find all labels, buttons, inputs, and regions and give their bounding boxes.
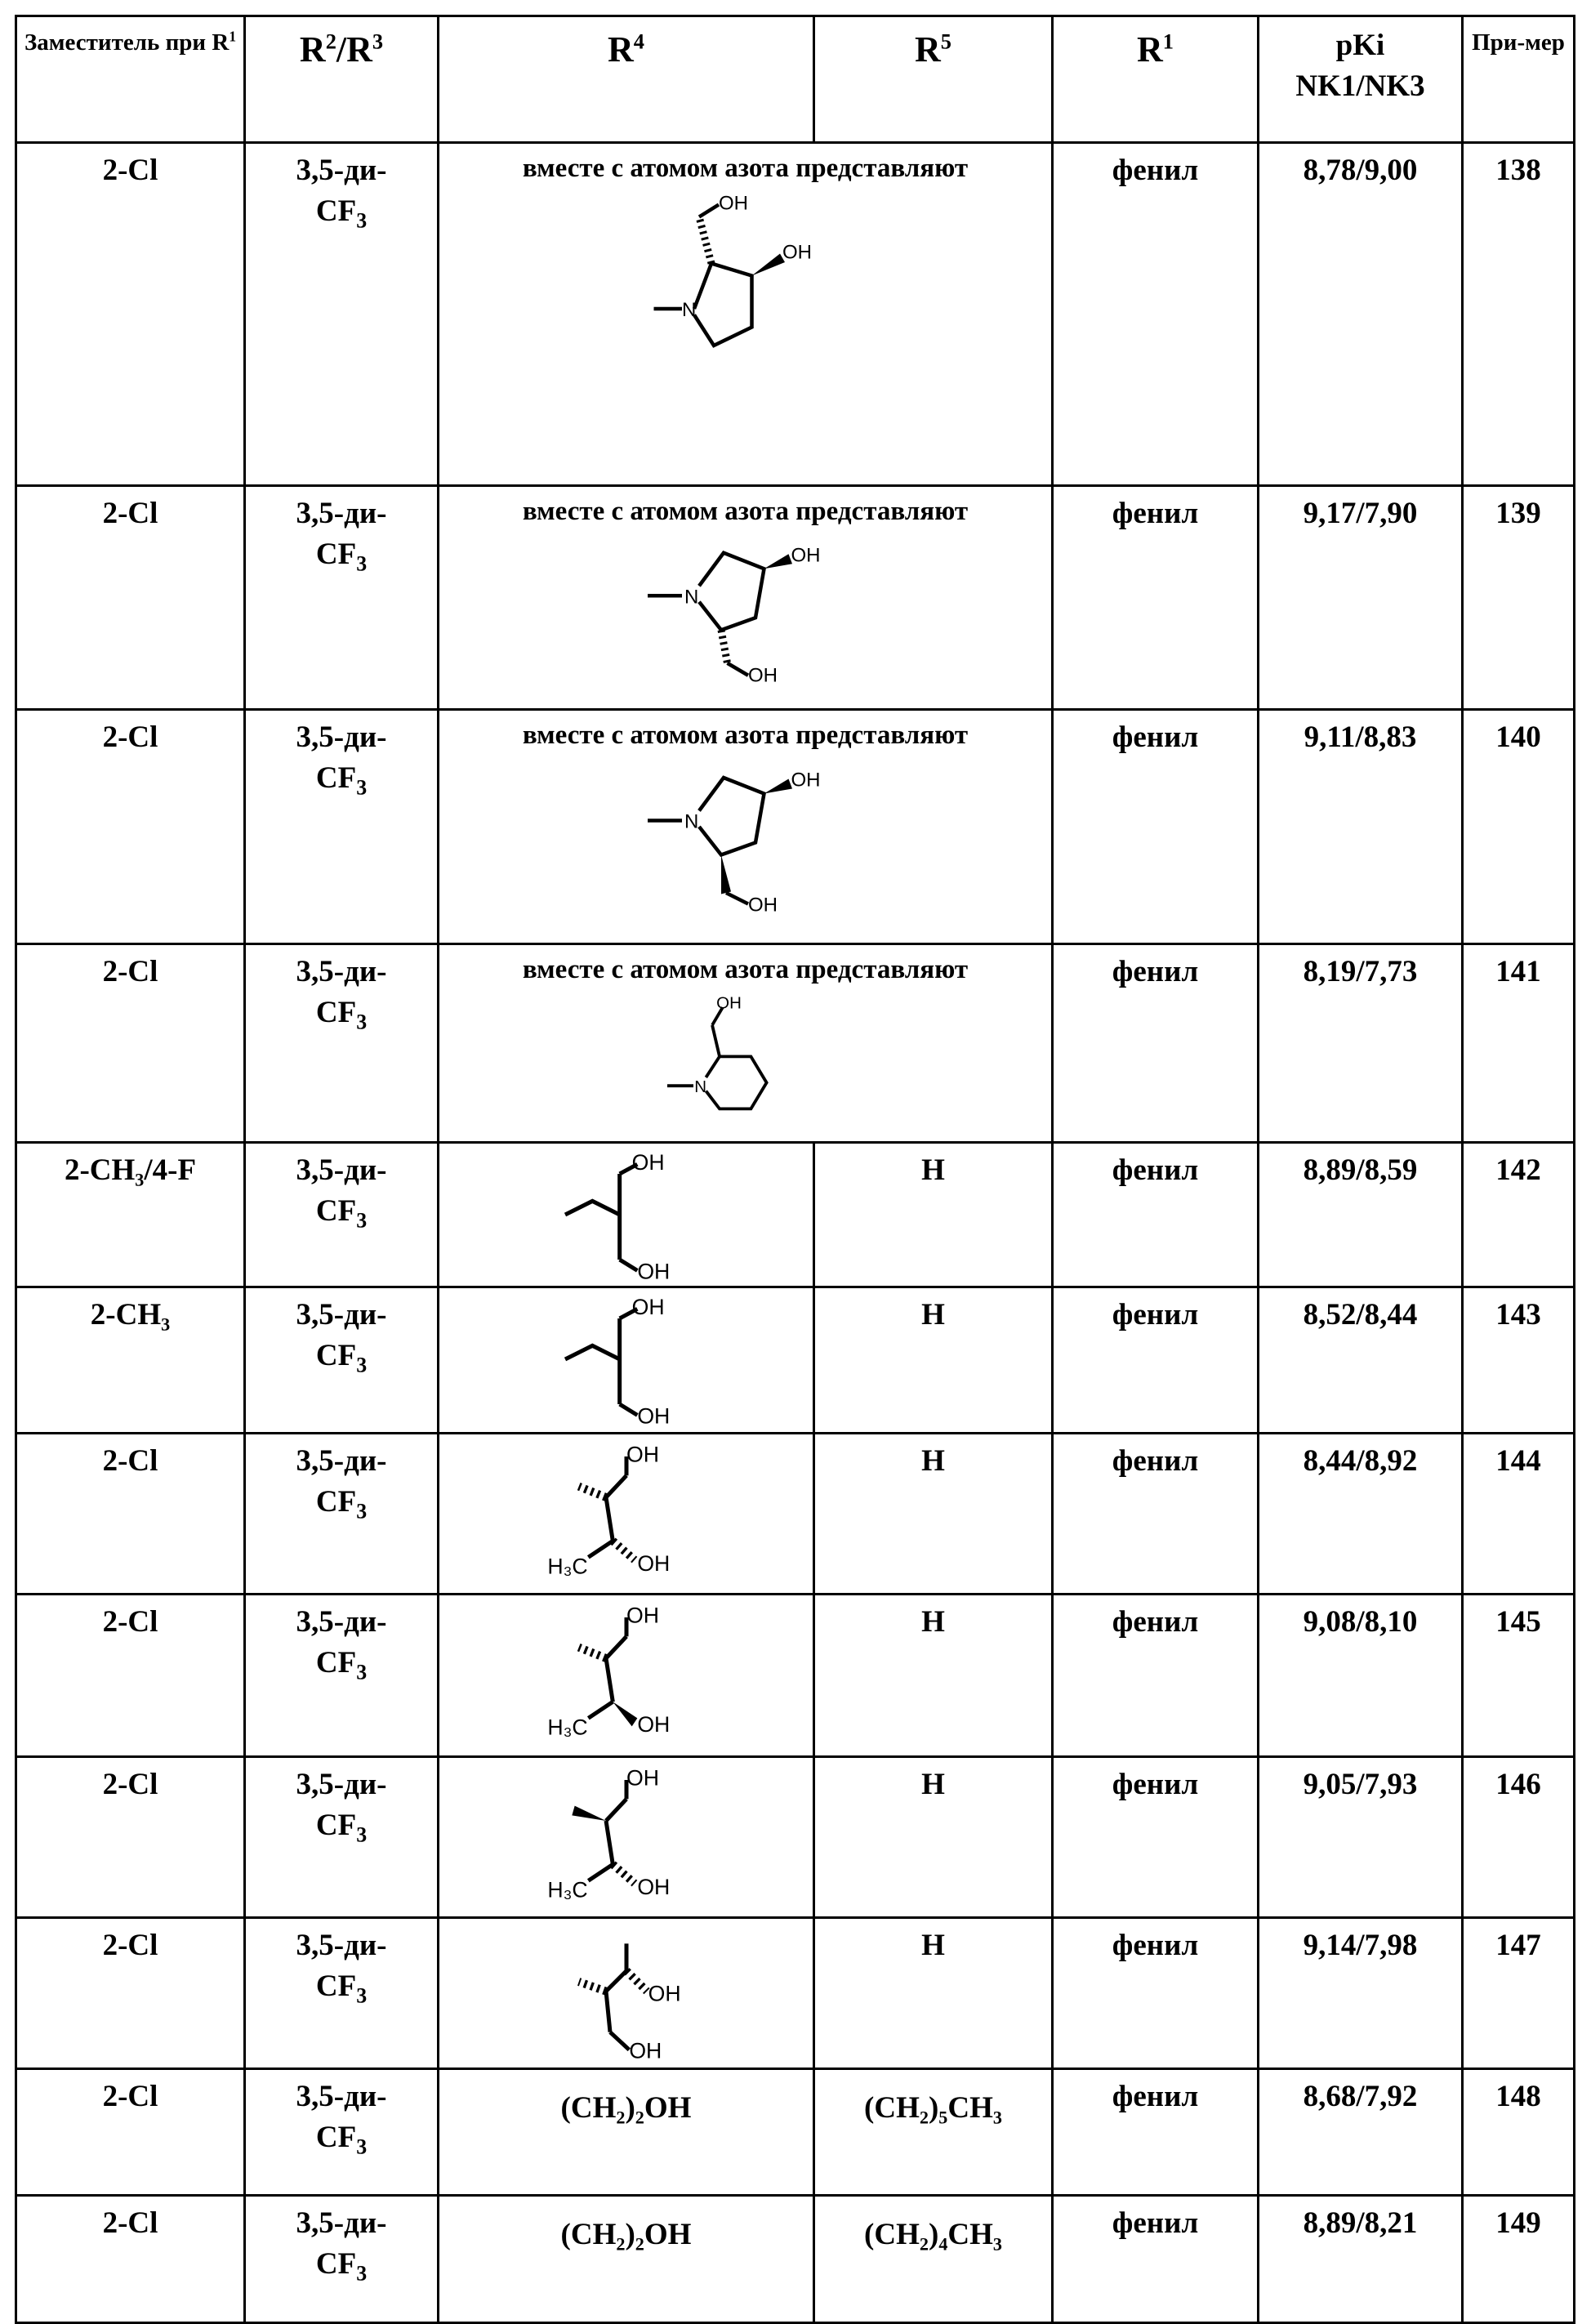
svg-text:OH: OH [748, 894, 778, 916]
table-row [16, 486, 1575, 710]
svg-text:OH: OH [719, 192, 748, 214]
svg-text:OH: OH [716, 993, 742, 1012]
cell-r2r3: 3,5-ди- CF3 [245, 1143, 439, 1287]
cell-r2r3: 3,5-ди- CF3 [245, 710, 439, 944]
cell-r5: H [814, 1287, 1053, 1434]
svg-text:OH: OH [626, 1768, 659, 1791]
cell-r1: фенил [1053, 1757, 1259, 1918]
header-pki: pKi NK1/NK3 [1259, 16, 1463, 143]
cell-pki: 8,19/7,73 [1259, 944, 1463, 1143]
svg-text:OH: OH [791, 544, 820, 566]
svg-text:OH: OH [791, 769, 820, 791]
structure-drawing [443, 1153, 809, 1284]
table-row [16, 2069, 1575, 2196]
structure-drawing [443, 1929, 809, 2068]
cell-substituent: 2-Cl [16, 2196, 245, 2323]
cell-r5: (CH₂)₅CH₃ [814, 2069, 1053, 2196]
header-row [16, 16, 1575, 143]
svg-text:OH: OH [748, 664, 778, 686]
cell-r4-r5-ring [439, 143, 1053, 486]
svg-text:OH: OH [626, 1605, 659, 1628]
cell-r5: H [814, 1143, 1053, 1287]
cell-r4 [439, 1757, 814, 1918]
together-with-nitrogen-text: вместе с атомом азота представляют [443, 493, 1048, 530]
cell-r1: фенил [1053, 143, 1259, 486]
svg-text:H₃C: H₃C [547, 1877, 587, 1902]
header-r4: R4 [439, 16, 814, 143]
cell-r2r3: 3,5-ди- CF3 [245, 1757, 439, 1918]
table-row [16, 1143, 1575, 1287]
header-r5: R5 [814, 16, 1053, 143]
together-with-nitrogen-text: вместе с атомом азота представляют [443, 952, 1048, 988]
cell-r1: фенил [1053, 1595, 1259, 1757]
table-row [16, 2196, 1575, 2323]
svg-text:N: N [684, 810, 698, 832]
cell-substituent: 2-Cl [16, 1434, 245, 1595]
structure-drawing [443, 533, 1048, 689]
cell-substituent: 2-Cl [16, 1757, 245, 1918]
cell-substituent: 2-Cl [16, 486, 245, 710]
cell-example: 146 [1463, 1757, 1575, 1918]
structure-drawing [443, 1768, 809, 1907]
svg-text:OH: OH [637, 1875, 670, 1899]
cell-r4: (CH₂)₂OH [439, 2069, 814, 2196]
svg-text:OH: OH [637, 1712, 670, 1737]
cell-r2r3: 3,5-ди- CF3 [245, 1918, 439, 2069]
cell-r4-r5-ring [439, 944, 1053, 1143]
svg-text:H₃C: H₃C [547, 1715, 587, 1739]
compound-table [15, 15, 1575, 2324]
svg-text:H₃C: H₃C [547, 1554, 587, 1578]
table-row [16, 143, 1575, 486]
cell-example: 142 [1463, 1143, 1575, 1287]
cell-pki: 8,44/8,92 [1259, 1434, 1463, 1595]
structure-drawing [443, 1444, 809, 1583]
cell-example: 145 [1463, 1595, 1575, 1757]
cell-example: 148 [1463, 2069, 1575, 2196]
table-row [16, 1757, 1575, 1918]
header-substituent: Заместитель при R1 [16, 16, 245, 143]
cell-r4 [439, 1143, 814, 1287]
cell-example: 139 [1463, 486, 1575, 710]
cell-r1: фенил [1053, 2196, 1259, 2323]
cell-example: 147 [1463, 1918, 1575, 2069]
cell-r2r3: 3,5-ди- CF3 [245, 143, 439, 486]
cell-r1: фенил [1053, 1918, 1259, 2069]
table-row [16, 1434, 1575, 1595]
table-row [16, 1595, 1575, 1757]
cell-example: 143 [1463, 1287, 1575, 1434]
cell-pki: 9,17/7,90 [1259, 486, 1463, 710]
cell-r1: фенил [1053, 944, 1259, 1143]
svg-text:OH: OH [637, 1403, 670, 1428]
cell-r4-r5-ring [439, 486, 1053, 710]
cell-r2r3: 3,5-ди- CF3 [245, 2069, 439, 2196]
cell-r4 [439, 1918, 814, 2069]
cell-pki: 8,78/9,00 [1259, 143, 1463, 486]
cell-example: 140 [1463, 710, 1575, 944]
together-with-nitrogen-text: вместе с атомом азота представляют [443, 717, 1048, 754]
table-row [16, 1287, 1575, 1434]
table-row [16, 710, 1575, 944]
together-with-nitrogen-text: вместе с атомом азота представляют [443, 150, 1048, 187]
structure-drawing [443, 757, 1048, 921]
cell-r2r3: 3,5-ди- CF3 [245, 1434, 439, 1595]
cell-r2r3: 3,5-ди- CF3 [245, 1595, 439, 1757]
table-row [16, 1918, 1575, 2069]
cell-pki: 8,89/8,59 [1259, 1143, 1463, 1287]
header-r1: R1 [1053, 16, 1259, 143]
cell-substituent: 2-Cl [16, 1595, 245, 1757]
cell-substituent: 2-Cl [16, 143, 245, 486]
cell-substituent: 2-Cl [16, 1918, 245, 2069]
cell-substituent: 2-CH₃/4-F [16, 1143, 245, 1287]
cell-substituent: 2-Cl [16, 2069, 245, 2196]
cell-example: 144 [1463, 1434, 1575, 1595]
svg-text:OH: OH [626, 1444, 659, 1467]
cell-example: 149 [1463, 2196, 1575, 2323]
svg-text:OH: OH [637, 1551, 670, 1576]
cell-substituent: 2-CH₃ [16, 1287, 245, 1434]
cell-pki: 8,89/8,21 [1259, 2196, 1463, 2323]
cell-r4-r5-ring [439, 710, 1053, 944]
structure-drawing [443, 1298, 809, 1429]
structure-drawing [443, 992, 1048, 1122]
cell-r1: фенил [1053, 2069, 1259, 2196]
cell-r2r3: 3,5-ди- CF3 [245, 1287, 439, 1434]
cell-example: 138 [1463, 143, 1575, 486]
svg-text:OH: OH [629, 2038, 662, 2063]
cell-r4: (CH₂)₂OH [439, 2196, 814, 2323]
cell-r4 [439, 1287, 814, 1434]
cell-pki: 9,11/8,83 [1259, 710, 1463, 944]
cell-substituent: 2-Cl [16, 944, 245, 1143]
cell-r2r3: 3,5-ди- CF3 [245, 944, 439, 1143]
cell-r5: (CH₂)₄CH₃ [814, 2196, 1053, 2323]
structure-drawing [443, 190, 1048, 378]
cell-pki: 9,08/8,10 [1259, 1595, 1463, 1757]
svg-text:OH: OH [648, 1981, 680, 2005]
svg-text:OH: OH [782, 241, 812, 263]
cell-pki: 8,52/8,44 [1259, 1287, 1463, 1434]
svg-text:OH: OH [631, 1153, 664, 1175]
cell-r2r3: 3,5-ди- CF3 [245, 486, 439, 710]
cell-example: 141 [1463, 944, 1575, 1143]
svg-text:OH: OH [637, 1259, 670, 1283]
cell-r5: H [814, 1918, 1053, 2069]
cell-r5: H [814, 1434, 1053, 1595]
header-r2r3: R2/R3 [245, 16, 439, 143]
cell-r1: фенил [1053, 710, 1259, 944]
cell-r4 [439, 1595, 814, 1757]
cell-r1: фенил [1053, 1287, 1259, 1434]
svg-text:N: N [694, 1077, 706, 1095]
cell-substituent: 2-Cl [16, 710, 245, 944]
svg-text:N: N [682, 299, 696, 321]
table-row [16, 944, 1575, 1143]
cell-r5: H [814, 1595, 1053, 1757]
structure-drawing [443, 1605, 809, 1744]
cell-r2r3: 3,5-ди- CF3 [245, 2196, 439, 2323]
cell-r5: H [814, 1757, 1053, 1918]
cell-r1: фенил [1053, 1434, 1259, 1595]
cell-r1: фенил [1053, 1143, 1259, 1287]
cell-pki: 8,68/7,92 [1259, 2069, 1463, 2196]
svg-text:OH: OH [631, 1298, 664, 1319]
cell-r1: фенил [1053, 486, 1259, 710]
cell-pki: 9,14/7,98 [1259, 1918, 1463, 2069]
svg-text:N: N [684, 586, 698, 608]
cell-r4 [439, 1434, 814, 1595]
header-example: При-мер [1463, 16, 1575, 143]
cell-pki: 9,05/7,93 [1259, 1757, 1463, 1918]
